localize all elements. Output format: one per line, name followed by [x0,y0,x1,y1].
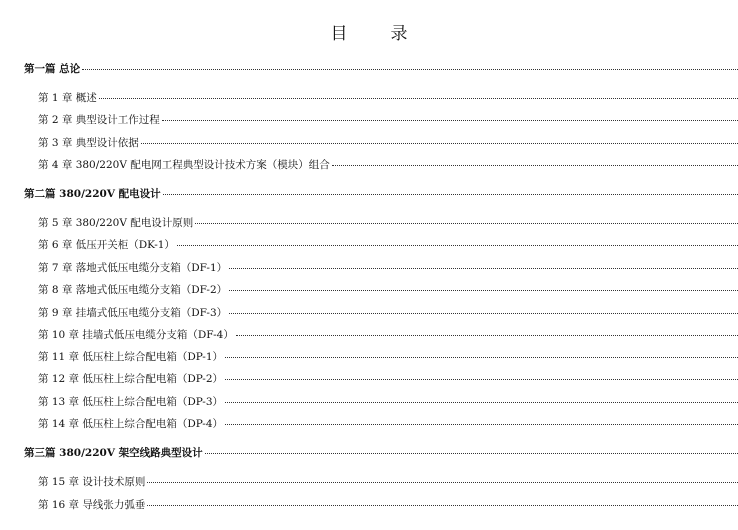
toc-chapter-16[interactable] [38,498,738,512]
dot-leader [225,401,738,403]
toc-chapter-5[interactable] [38,216,738,230]
toc-chapter-label: 第 12 章 低压柱上综合配电箱（DP-2） [38,373,224,385]
toc-chapter-2[interactable] [38,113,738,127]
toc-part-label: 第三篇 380/220V 架空线路典型设计 [24,447,203,459]
toc-chapter-12[interactable] [38,372,738,386]
toc-chapter-3[interactable] [38,136,738,150]
toc-part-2[interactable] [24,187,738,201]
dot-leader [163,193,738,195]
toc-chapter-label: 第 2 章 典型设计工作过程 [38,114,160,126]
toc-chapter-label: 第 11 章 低压柱上综合配电箱（DP-1） [38,351,224,363]
dot-leader [82,68,738,70]
dot-leader [229,267,738,269]
toc-chapter-label: 第 1 章 概述 [38,92,97,104]
dot-leader [236,334,738,336]
toc-chapter-label: 第 6 章 低压开关柜（DK-1） [38,239,175,251]
toc-chapter-14[interactable] [38,417,738,431]
dot-leader [147,481,738,483]
toc-chapter-15[interactable] [38,475,738,489]
toc-chapter-8[interactable] [38,283,738,297]
toc-part-label: 第二篇 380/220V 配电设计 [24,188,161,200]
toc-chapter-label: 第 13 章 低压柱上综合配电箱（DP-3） [38,396,224,408]
toc-chapter-label: 第 9 章 挂墙式低压电缆分支箱（DF-3） [38,307,228,319]
toc-chapter-label: 第 10 章 挂墙式低压电缆分支箱（DF-4） [38,329,234,341]
toc-chapter-7[interactable] [38,261,738,275]
toc-part-1[interactable] [24,62,738,76]
dot-leader [147,504,738,506]
toc-chapter-label: 第 7 章 落地式低压电缆分支箱（DF-1） [38,262,228,274]
dot-leader [177,244,738,246]
toc-chapter-13[interactable] [38,395,738,409]
toc-part-3[interactable] [24,446,738,460]
dot-leader [225,356,738,358]
toc-part-label: 第一篇 总论 [24,63,81,75]
dot-leader [195,222,738,224]
toc-chapter-label: 第 16 章 导线张力弧垂 [38,499,146,511]
document-title: 目 录 [330,24,421,44]
toc-chapter-label: 第 5 章 380/220V 配电设计原则 [38,217,194,229]
dot-leader [141,142,738,144]
toc-chapter-6[interactable] [38,238,738,252]
dot-leader [229,289,738,291]
toc-chapter-label: 第 8 章 落地式低压电缆分支箱（DF-2） [38,284,228,296]
toc-chapter-9[interactable] [38,306,738,320]
dot-leader [225,378,738,380]
toc-chapter-11[interactable] [38,350,738,364]
toc-chapter-label: 第 3 章 典型设计依据 [38,137,139,149]
dot-leader [229,312,738,314]
dot-leader [99,97,738,99]
dot-leader [205,452,738,454]
toc-chapter-label: 第 4 章 380/220V 配电网工程典型设计技术方案（模块）组合 [38,159,330,171]
toc-chapter-4[interactable] [38,158,738,172]
dot-leader [332,164,738,166]
dot-leader [162,119,738,121]
toc-chapter-label: 第 14 章 低压柱上综合配电箱（DP-4） [38,418,224,430]
dot-leader [225,423,738,425]
toc-chapter-10[interactable] [38,328,738,342]
toc-chapter-label: 第 15 章 设计技术原则 [38,476,146,488]
toc-chapter-1[interactable] [38,91,738,105]
